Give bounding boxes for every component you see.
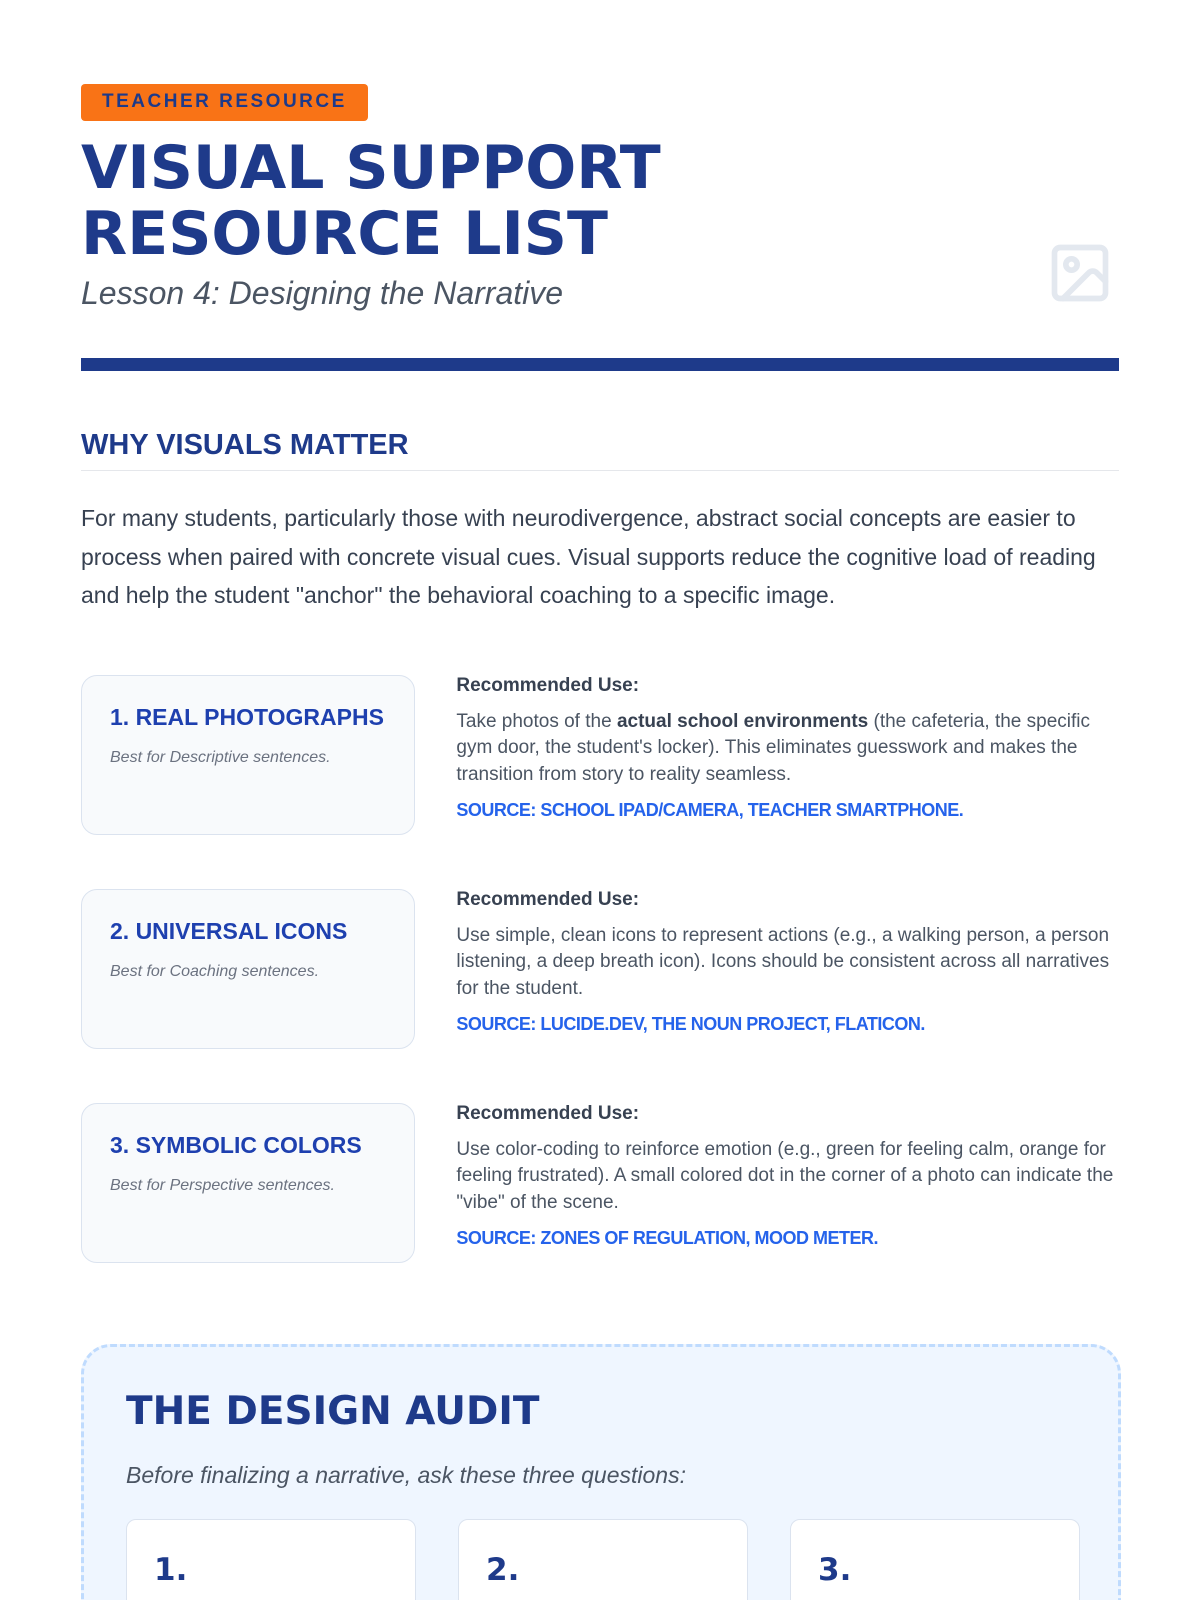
design-audit-subtitle: Before finalizing a narrative, ask these three questions: xyxy=(126,1462,686,1488)
audit-question-card xyxy=(790,1519,1080,1600)
desc-emphasis: actual school environments xyxy=(616,710,869,732)
question-number: 3. xyxy=(818,1552,852,1588)
resource-best-for: Best for Descriptive sentences. xyxy=(110,748,331,766)
desc-text: (the cafeteria, the specific gym door, the student's locker). This eliminates guesswork and makes the transition from story to reality seamless. xyxy=(456,710,1091,785)
resource-title: 1. REAL PHOTOGRAPHS xyxy=(110,703,384,730)
recommended-use-label: Recommended Use: xyxy=(456,888,640,910)
resource-row xyxy=(81,675,1119,889)
design-audit-title: THE DESIGN AUDIT xyxy=(126,1389,540,1434)
resource-card xyxy=(81,1103,415,1263)
recommended-use-text xyxy=(456,923,1119,1003)
resource-row xyxy=(81,1103,1119,1317)
resource-title: 3. SYMBOLIC COLORS xyxy=(110,1131,362,1158)
lesson-subtitle: Lesson 4: Designing the Narrative xyxy=(81,275,564,311)
teacher-resource-badge: TEACHER RESOURCE xyxy=(81,84,368,121)
resource-detail xyxy=(456,889,1119,1103)
question-number: 1. xyxy=(154,1552,188,1588)
resource-title: 2. UNIVERSAL ICONS xyxy=(110,917,348,944)
resource-source: SOURCE: ZONES OF REGULATION, MOOD METER. xyxy=(456,1228,879,1248)
resource-source: SOURCE: LUCIDE.DEV, THE NOUN PROJECT, FLATICON. xyxy=(456,1014,925,1034)
audit-questions xyxy=(126,1519,1118,1600)
resource-row xyxy=(81,889,1119,1103)
resource-best-for: Best for Perspective sentences. xyxy=(110,1176,335,1194)
resource-source: SOURCE: SCHOOL IPAD/CAMERA, TEACHER SMARTPHONE. xyxy=(456,800,964,820)
audit-question-card xyxy=(126,1519,416,1600)
resource-best-for: Best for Coaching sentences. xyxy=(110,962,320,980)
why-visuals-heading: WHY VISUALS MATTER xyxy=(81,429,1119,471)
header-divider xyxy=(81,358,1119,371)
recommended-use-text xyxy=(456,709,1119,789)
desc-text: Use color-coding to reinforce emotion (e.g., green for feeling calm, orange for feeling frustrated). A small colored dot in the corner of a photo can indicate the "vibe" of the scene. xyxy=(456,1138,1114,1213)
resource-card xyxy=(81,889,415,1049)
audit-question-card xyxy=(458,1519,748,1600)
resource-detail xyxy=(456,675,1119,889)
resource-card xyxy=(81,675,415,835)
recommended-use-text xyxy=(456,1137,1119,1217)
desc-text: Take photos of the xyxy=(456,710,617,732)
resource-list xyxy=(81,675,1119,1317)
design-audit-panel xyxy=(81,1344,1121,1600)
why-visuals-body: For many students, particularly those with neurodivergence, abstract social concepts are easier to process when paired with concrete visual cues. Visual supports reduce the cognitive load of reading and help the student "anchor" the behavioral coaching to a specific image. xyxy=(81,505,1096,608)
recommended-use-label: Recommended Use: xyxy=(456,1102,640,1124)
question-number: 2. xyxy=(486,1552,520,1588)
page-title: VISUAL SUPPORT RESOURCE LIST xyxy=(81,133,661,269)
desc-text: Use simple, clean icons to represent actions (e.g., a walking person, a person listening, a deep breath icon). Icons should be consistent across all narratives for the student. xyxy=(456,924,1110,999)
recommended-use-label: Recommended Use: xyxy=(456,674,640,696)
resource-detail xyxy=(456,1103,1119,1317)
image-icon xyxy=(1046,239,1114,307)
